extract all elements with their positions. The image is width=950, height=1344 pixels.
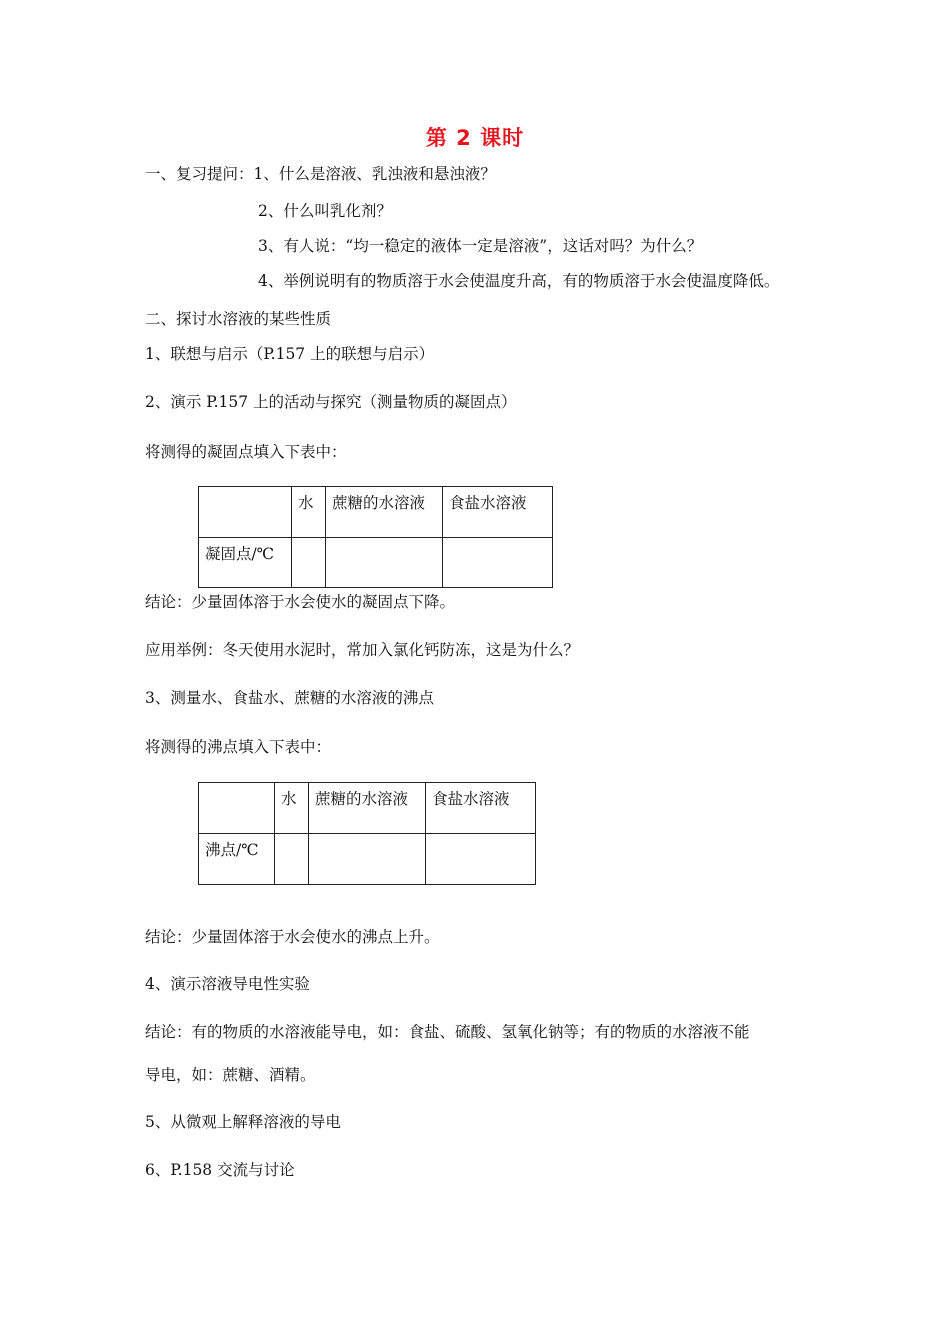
table-header-cell: 食盐水溶液: [443, 487, 553, 538]
boiling-point-table: [198, 782, 536, 885]
table-row-label: 凝固点/℃: [199, 538, 292, 588]
section2-item-1: 1、联想与启示（P.157 上的联想与启示）: [145, 345, 435, 363]
table-header-cell: [199, 783, 275, 834]
section2-item-2: 2、演示 P.157 上的活动与探究（测量物质的凝固点）: [145, 393, 517, 411]
table-cell-empty: [292, 538, 326, 588]
section2-item-6: 6、P.158 交流与讨论: [145, 1161, 295, 1179]
fill-freezing-instruction: 将测得的凝固点填入下表中：: [145, 443, 347, 461]
section2-heading: 二、探讨水溶液的某些性质: [145, 310, 332, 328]
section2-item-5: 5、从微观上解释溶液的导电: [145, 1113, 341, 1131]
table-header-cell: 水: [275, 783, 309, 834]
table-header-cell: 蔗糖的水溶液: [326, 487, 443, 538]
table-header-cell: 蔗糖的水溶液: [309, 783, 426, 834]
conclusion-boiling: 结论：少量固体溶于水会使水的沸点上升。: [145, 928, 440, 946]
table-row-label: 沸点/℃: [199, 834, 275, 885]
review-question-4: 4、举例说明有的物质溶于水会使温度升高，有的物质溶于水会使温度降低。: [258, 272, 780, 290]
table-cell-empty: [443, 538, 553, 588]
table-cell-empty: [326, 538, 443, 588]
table-header-cell: 食盐水溶液: [426, 783, 536, 834]
table-cell-empty: [275, 834, 309, 885]
review-question-2: 2、什么叫乳化剂？: [258, 202, 392, 220]
conclusion-freezing: 结论：少量固体溶于水会使水的凝固点下降。: [145, 593, 456, 611]
review-question-3: 3、有人说：“均一稳定的液体一定是溶液”，这话对吗？为什么？: [258, 237, 703, 255]
review-heading: 一、复习提问：1、什么是溶液、乳浊液和悬浊液？: [145, 165, 496, 183]
section2-item-3: 3、测量水、食盐水、蔗糖的水溶液的沸点: [145, 689, 434, 707]
table-cell-empty: [426, 834, 536, 885]
application-example: 应用举例：冬天使用水泥时，常加入氯化钙防冻，这是为什么？: [145, 641, 580, 659]
fill-boiling-instruction: 将测得的沸点填入下表中：: [145, 738, 332, 756]
freezing-point-table: [198, 486, 553, 588]
table-header-cell: [199, 487, 292, 538]
section2-item-4: 4、演示溶液导电性实验: [145, 975, 310, 993]
table-header-cell: 水: [292, 487, 326, 538]
table-cell-empty: [309, 834, 426, 885]
conclusion-conductivity-line-2: 导电，如：蔗糖、酒精。: [145, 1066, 316, 1084]
page-title: 第 2 课时: [425, 126, 525, 150]
conclusion-conductivity-line-1: 结论：有的物质的水溶液能导电，如：食盐、硫酸、氢氧化钠等；有的物质的水溶液不能: [145, 1023, 750, 1041]
